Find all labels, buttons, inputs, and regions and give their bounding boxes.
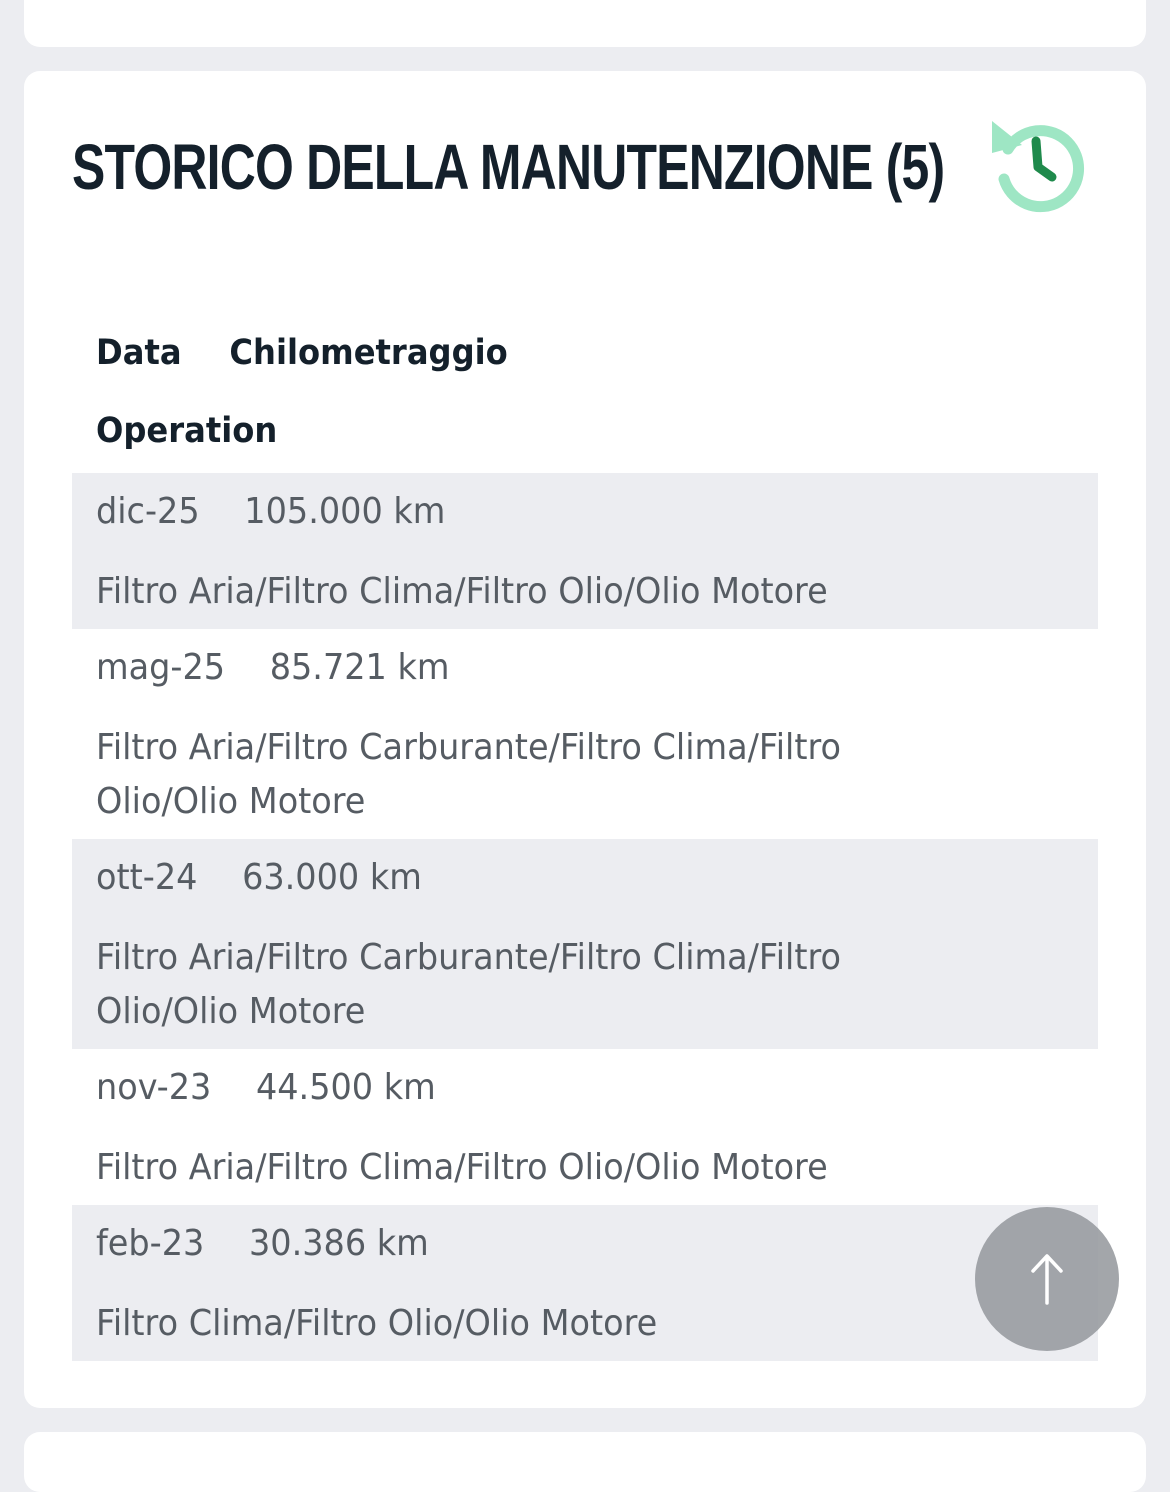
header-operation: Operation [96, 411, 278, 451]
table-row [72, 629, 1098, 839]
row-operation: Filtro Aria/Filtro Carburante/Filtro Clima/Filtro Olio/Olio Motore [96, 727, 841, 822]
row-operation: Filtro Aria/Filtro Clima/Filtro Olio/Olio Motore [96, 571, 828, 612]
row-operation: Filtro Clima/Filtro Olio/Olio Motore [96, 1303, 658, 1344]
table-row [72, 1049, 1098, 1205]
header-mileage: Chilometraggio [229, 333, 508, 373]
table-row [72, 1205, 1098, 1361]
row-date: feb-23 [96, 1223, 205, 1264]
row-mileage: 30.386 km [248, 1223, 429, 1264]
table-row [72, 839, 1098, 1049]
row-mileage: 85.721 km [269, 647, 450, 688]
row-mileage: 63.000 km [242, 857, 422, 898]
row-operation: Filtro Aria/Filtro Carburante/Filtro Clima/Filtro Olio/Olio Motore [96, 937, 841, 1032]
row-date: ott-24 [96, 857, 198, 898]
history-clock-icon [988, 115, 1088, 215]
table-header [96, 333, 508, 373]
row-date: mag-25 [96, 647, 226, 688]
table-row [72, 473, 1098, 629]
row-mileage: 44.500 km [255, 1067, 436, 1108]
table-header-operation [96, 411, 277, 451]
next-card [24, 1432, 1146, 1492]
row-mileage: 105.000 km [244, 491, 446, 532]
row-operation: Filtro Aria/Filtro Clima/Filtro Olio/Olio Motore [96, 1147, 828, 1188]
scroll-to-top-button[interactable] [975, 1207, 1119, 1351]
row-date: dic-25 [96, 491, 200, 532]
maintenance-history-card [24, 71, 1146, 1408]
row-date: nov-23 [96, 1067, 212, 1108]
previous-card [24, 0, 1146, 47]
header-date: Data [96, 333, 182, 373]
section-title: STORICO DELLA MANUTENZIONE (5) [72, 131, 945, 203]
arrow-up-icon [1027, 1251, 1067, 1307]
maintenance-table [72, 473, 1098, 1361]
